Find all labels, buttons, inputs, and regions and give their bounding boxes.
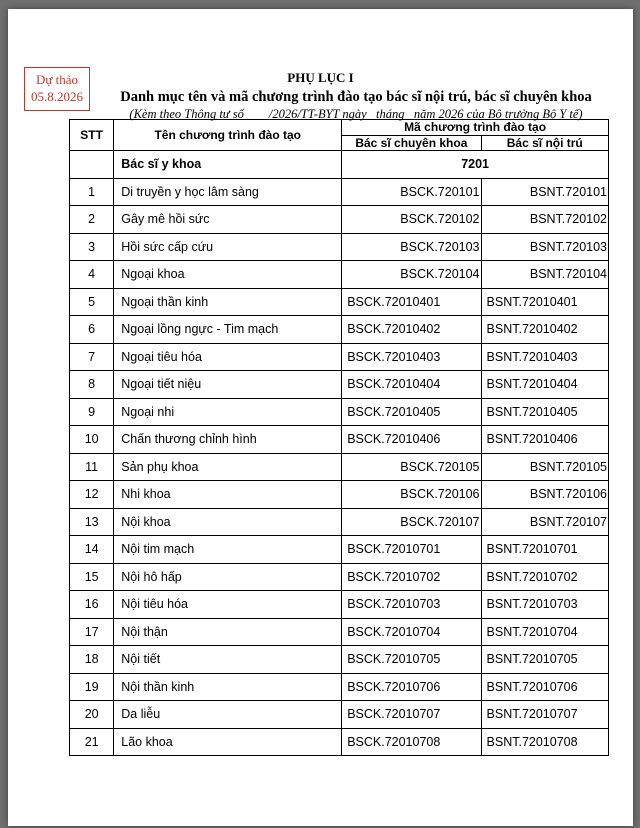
row-resident-code: BSNT.720102 [481, 206, 608, 234]
row-specialist-code: BSCK.720105 [342, 453, 481, 481]
row-program-name: Gây mê hồi sức [114, 206, 342, 234]
section-row [70, 151, 609, 179]
row-specialist-code: BSCK.72010403 [342, 343, 481, 371]
row-program-name: Ngoại tiêu hóa [114, 343, 342, 371]
row-program-name: Nội khoa [114, 508, 342, 536]
table-row [70, 371, 609, 399]
row-specialist-code: BSCK.72010406 [342, 426, 481, 454]
row-program-name: Nội hô hấp [114, 563, 342, 591]
row-stt: 17 [70, 618, 114, 646]
row-stt: 8 [70, 371, 114, 399]
appendix-heading: PHỤ LỤC I [287, 70, 354, 85]
document-title: Danh mục tên và mã chương trình đào tạo bác sĩ nội trú, bác sĩ chuyên khoa [120, 89, 592, 105]
row-stt: 12 [70, 481, 114, 509]
row-program-name: Nội tiết [114, 646, 342, 674]
table-row [70, 178, 609, 206]
row-stt: 3 [70, 233, 114, 261]
row-stt: 13 [70, 508, 114, 536]
section-label: Bác sĩ y khoa [114, 151, 342, 179]
table-row [70, 563, 609, 591]
row-program-name: Nội thận [114, 618, 342, 646]
row-stt: 2 [70, 206, 114, 234]
table-row [70, 481, 609, 509]
stamp-label: Dự thảo [35, 72, 79, 87]
row-resident-code: BSNT.72010404 [481, 371, 608, 399]
row-program-name: Chấn thương chỉnh hình [114, 426, 342, 454]
table-row [70, 646, 609, 674]
table-row [70, 288, 609, 316]
program-table [69, 119, 609, 756]
header-resident-code: Bác sĩ nội trú [481, 135, 608, 151]
row-specialist-code: BSCK.720101 [342, 178, 481, 206]
row-resident-code: BSNT.720107 [481, 508, 608, 536]
row-stt: 1 [70, 178, 114, 206]
row-resident-code: BSNT.72010707 [481, 701, 608, 729]
row-stt: 10 [70, 426, 114, 454]
row-resident-code: BSNT.720104 [481, 261, 608, 289]
row-program-name: Nội thần kinh [114, 673, 342, 701]
row-program-name: Da liễu [114, 701, 342, 729]
row-resident-code: BSNT.72010705 [481, 646, 608, 674]
row-resident-code: BSNT.72010708 [481, 728, 608, 756]
table-row [70, 233, 609, 261]
row-resident-code: BSNT.72010406 [481, 426, 608, 454]
row-resident-code: BSNT.72010706 [481, 673, 608, 701]
row-stt: 16 [70, 591, 114, 619]
row-specialist-code: BSCK.72010702 [342, 563, 481, 591]
header-program-name: Tên chương trình đào tạo [114, 120, 342, 151]
row-specialist-code: BSCK.72010402 [342, 316, 481, 344]
row-program-name: Nhi khoa [114, 481, 342, 509]
row-stt: 21 [70, 728, 114, 756]
row-stt: 5 [70, 288, 114, 316]
row-resident-code: BSNT.720105 [481, 453, 608, 481]
section-code: 7201 [342, 151, 609, 179]
row-stt: 11 [70, 453, 114, 481]
row-stt: 7 [70, 343, 114, 371]
row-specialist-code: BSCK.720106 [342, 481, 481, 509]
row-specialist-code: BSCK.72010705 [342, 646, 481, 674]
row-specialist-code: BSCK.72010703 [342, 591, 481, 619]
row-stt: 18 [70, 646, 114, 674]
row-resident-code: BSNT.720101 [481, 178, 608, 206]
row-program-name: Di truyền y học lâm sàng [114, 178, 342, 206]
row-program-name: Ngoại tiết niệu [114, 371, 342, 399]
row-program-name: Ngoại nhi [114, 398, 342, 426]
row-resident-code: BSNT.720106 [481, 481, 608, 509]
row-specialist-code: BSCK.72010701 [342, 536, 481, 564]
row-specialist-code: BSCK.720107 [342, 508, 481, 536]
row-resident-code: BSNT.72010402 [481, 316, 608, 344]
document-subtitle: (Kèm theo Thông tư số /2026/TT-BYT ngày tháng năm 2026 của Bộ trưởng Bộ Y tế) [129, 107, 583, 121]
stamp-date: 05.8.2026 [31, 89, 83, 104]
section-stt-cell [70, 151, 114, 179]
table-row [70, 343, 609, 371]
table-row [70, 618, 609, 646]
row-program-name: Ngoại khoa [114, 261, 342, 289]
row-stt: 14 [70, 536, 114, 564]
row-specialist-code: BSCK.72010704 [342, 618, 481, 646]
row-resident-code: BSNT.720103 [481, 233, 608, 261]
row-stt: 9 [70, 398, 114, 426]
row-resident-code: BSNT.72010405 [481, 398, 608, 426]
row-stt: 4 [70, 261, 114, 289]
header-stt: STT [70, 120, 114, 151]
row-specialist-code: BSCK.72010706 [342, 673, 481, 701]
row-stt: 15 [70, 563, 114, 591]
row-stt: 20 [70, 701, 114, 729]
header-specialist-code: Bác sĩ chuyên khoa [342, 135, 481, 151]
table-row [70, 728, 609, 756]
row-resident-code: BSNT.72010703 [481, 591, 608, 619]
row-resident-code: BSNT.72010701 [481, 536, 608, 564]
row-specialist-code: BSCK.720102 [342, 206, 481, 234]
row-program-name: Nội tim mạch [114, 536, 342, 564]
row-stt: 6 [70, 316, 114, 344]
row-program-name: Ngoại thần kinh [114, 288, 342, 316]
table-row [70, 206, 609, 234]
table-row [70, 426, 609, 454]
row-program-name: Hồi sức cấp cứu [114, 233, 342, 261]
table-row [70, 261, 609, 289]
row-resident-code: BSNT.72010704 [481, 618, 608, 646]
table-row [70, 508, 609, 536]
table-row [70, 398, 609, 426]
row-program-name: Ngoại lồng ngực - Tim mạch [114, 316, 342, 344]
row-specialist-code: BSCK.72010401 [342, 288, 481, 316]
table-row [70, 536, 609, 564]
table-row [70, 701, 609, 729]
row-resident-code: BSNT.72010702 [481, 563, 608, 591]
row-specialist-code: BSCK.720103 [342, 233, 481, 261]
row-program-name: Lão khoa [114, 728, 342, 756]
header-code-group: Mã chương trình đào tạo [342, 120, 609, 136]
row-resident-code: BSNT.72010401 [481, 288, 608, 316]
row-specialist-code: BSCK.72010707 [342, 701, 481, 729]
row-program-name: Sản phụ khoa [114, 453, 342, 481]
row-resident-code: BSNT.72010403 [481, 343, 608, 371]
table-row [70, 316, 609, 344]
row-specialist-code: BSCK.72010405 [342, 398, 481, 426]
row-specialist-code: BSCK.720104 [342, 261, 481, 289]
table-row [70, 673, 609, 701]
row-specialist-code: BSCK.72010404 [342, 371, 481, 399]
row-specialist-code: BSCK.72010708 [342, 728, 481, 756]
table-row [70, 453, 609, 481]
table-body [70, 151, 609, 756]
table-row [70, 591, 609, 619]
row-stt: 19 [70, 673, 114, 701]
row-program-name: Nội tiêu hóa [114, 591, 342, 619]
